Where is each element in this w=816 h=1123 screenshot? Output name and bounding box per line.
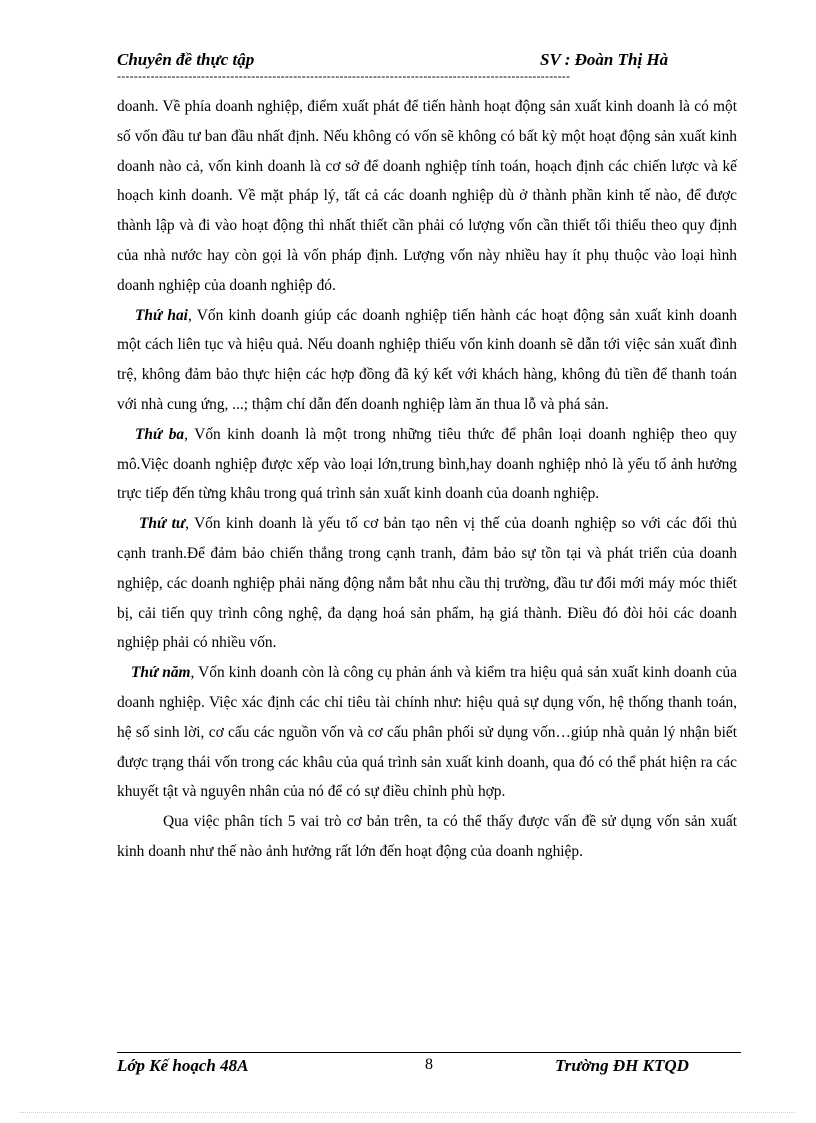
paragraph-4-lead: Thứ tư bbox=[139, 515, 186, 533]
paragraph-2-lead: Thứ hai bbox=[135, 306, 188, 324]
paragraph-2-text: , Vốn kinh doanh giúp các doanh nghiệp tiến hành các hoạt động sản xuất kinh doanh một cách liên tục và hiệu quả. Nếu doanh nghiệp thiếu vốn kinh doanh sẽ dẫn tới việc sản xuất đình trệ, không đảm bảo thực hiện các hợp đồng đã ký kết với khách hàng, không đủ tiền để thanh toán với nhà cung ứng, ...; thậm chí dẫn đến doanh nghiệp làm ăn thua lỗ và phá sản. bbox=[117, 306, 738, 413]
page-bottom-dotted-line bbox=[20, 1112, 796, 1113]
paragraph-5 bbox=[117, 658, 737, 807]
paragraph-6 bbox=[117, 807, 737, 867]
paragraph-1-text: doanh. Về phía doanh nghiệp, điểm xuất phát để tiến hành hoạt động sản xuất kinh doanh là có một số vốn đầu tư ban đầu nhất định. Nếu không có vốn sẽ không có bất kỳ một hoạt động sản xuất kinh doanh nào cả, vốn kinh doanh là cơ sở để doanh nghiệp tính toán, hoạch định các chiến lược và kế hoạch kinh doanh. Về mặt pháp lý, tất cả các doanh nghiệp dù ở thành phần kinh tế nào, để được thành lập và đi vào hoạt động thì nhất thiết cần phải có lượng vốn cần thiết tối thiểu theo quy định của nhà nước hay còn gọi là vốn pháp định. Lượng vốn này nhiều hay ít phụ thuộc vào loại hình doanh nghiệp của doanh nghiệp đó. bbox=[117, 98, 737, 294]
header-title: Chuyên đề thực tập bbox=[117, 50, 255, 69]
header-author: SV : Đoàn Thị Hà bbox=[540, 50, 669, 69]
footer-class: Lớp Kế hoạch 48A bbox=[117, 1056, 249, 1075]
footer-rule bbox=[117, 1052, 741, 1053]
paragraph-3-lead: Thứ ba bbox=[135, 425, 185, 443]
paragraph-1 bbox=[117, 92, 737, 301]
paragraph-3 bbox=[117, 420, 737, 509]
page-number: 8 bbox=[425, 1056, 433, 1073]
paragraph-4 bbox=[117, 509, 737, 658]
paragraph-5-text: , Vốn kinh doanh còn là công cụ phản ánh và kiểm tra hiệu quả sản xuất kinh doanh của doanh nghiệp. Việc xác định các chỉ tiêu tài chính như: hiệu quả sự dụng vốn, hệ thống thanh toán, hệ số sinh lời, cơ cấu các nguồn vốn và cơ cấu phân phối sử dụng vốn…giúp nhà quản lý nhận biết được trạng thái vốn trong các khâu của quá trình sản xuất kinh doanh, qua đó có thể phát hiện ra các khuyết tật và nguyên nhân của nó để có sự điều chỉnh phù hợp. bbox=[117, 664, 737, 801]
paragraph-2 bbox=[117, 301, 737, 420]
paragraph-3-text: , Vốn kinh doanh là một trong những tiêu thức để phân loại doanh nghiệp theo quy mô.Việc doanh nghiệp được xếp vào loại lớn,trung bình,hay doanh nghiệp nhỏ là yếu tố ảnh hưởng trực tiếp đến từng khâu trong quá trình sản xuất kinh doanh của doanh nghiệp. bbox=[117, 425, 738, 503]
paragraph-5-lead: Thứ năm bbox=[131, 664, 191, 682]
paragraph-4-text: , Vốn kinh doanh là yếu tố cơ bản tạo nên vị thế của doanh nghiệp so với các đối thủ cạnh tranh.Để đảm bảo chiến thắng trong cạnh tranh, đảm bảo sự tồn tại và phát triển của doanh nghiệp, các doanh nghiệp phải năng động nắm bắt nhu cầu thị trường, đầu tư đổi mới máy móc thiết bị, cải tiến quy trình công nghệ, đa dạng hoá sản phẩm, hạ giá thành. Điều đó đòi hỏi các doanh nghiệp phải có nhiều vốn. bbox=[117, 515, 737, 652]
header-separator: ------------------------------------------------------------------------------------------------------------ bbox=[117, 69, 571, 83]
footer-school: Trường ĐH KTQD bbox=[555, 1056, 689, 1075]
paragraph-6-text: Qua việc phân tích 5 vai trò cơ bản trên, ta có thể thấy được vấn đề sử dụng vốn sản xuất kinh doanh như thế nào ảnh hưởng rất lớn đến hoạt động của doanh nghiệp. bbox=[117, 813, 737, 860]
body-text bbox=[117, 92, 737, 867]
